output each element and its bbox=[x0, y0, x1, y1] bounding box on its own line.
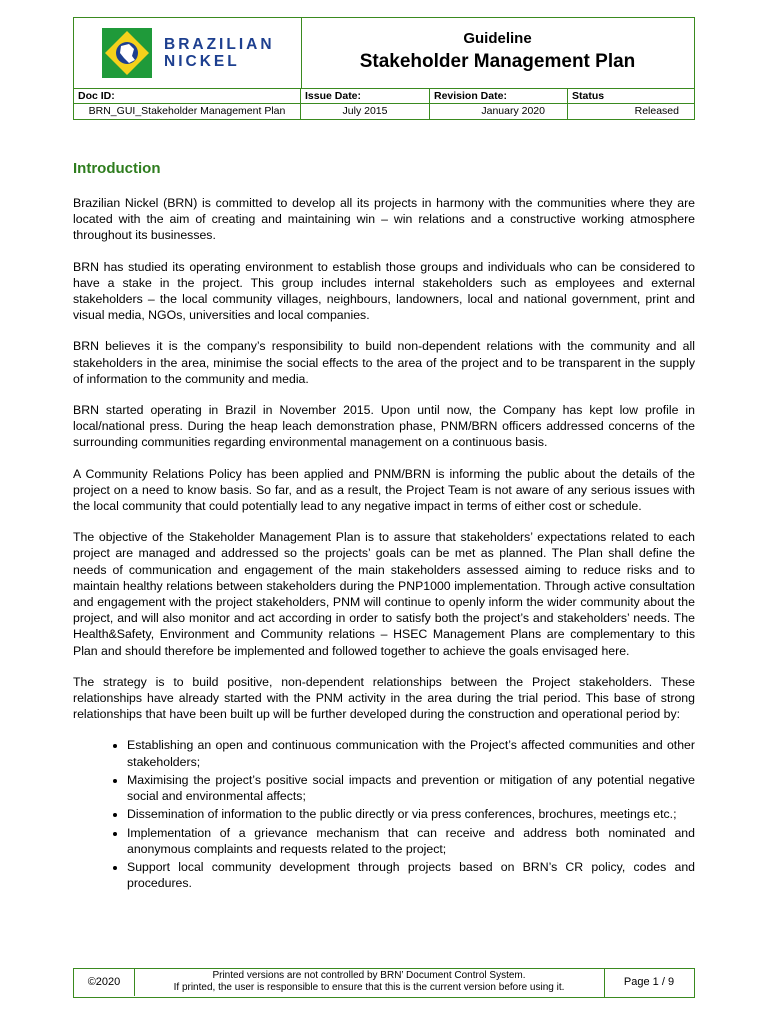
header-title-cell bbox=[301, 18, 694, 88]
brand-line-1: BRAZILIAN bbox=[164, 36, 275, 53]
issue-date-value: July 2015 bbox=[342, 105, 388, 117]
paragraph: A Community Relations Policy has been applied and PNM/BRN is informing the public about the details of the project on a need to know basis. So far, and as a result, the Project Team is not aware of any serious issues with the local community that could potentially lead to any negative impact in terms of either cost or schedule. bbox=[73, 466, 695, 514]
list-item: • Implementation of a grievance mechanism that can receive and address both nominated and anonymous complaints and requests related to the project; bbox=[127, 825, 695, 857]
section-heading: Introduction bbox=[73, 160, 161, 177]
brand-line-2: NICKEL bbox=[164, 53, 240, 70]
logo-cell bbox=[74, 18, 302, 88]
status-value: Released bbox=[634, 105, 679, 117]
issue-date-label: Issue Date: bbox=[305, 90, 362, 102]
list-item: • Maximising the project’s positive social impacts and prevention or mitigation of any potential negative social and environmental affects; bbox=[127, 772, 695, 804]
paragraph: BRN started operating in Brazil in November 2015. Upon until now, the Company has kept low profile in local/national press. During the heap leach demonstration phase, PNM/BRN officers addressed concerns of the surrounding communities regarding environmental management on a continuous basis. bbox=[73, 403, 695, 450]
list-item: • Establishing an open and continuous communication with the Project’s affected communities and other stakeholders; bbox=[127, 737, 695, 769]
notice-line-1: Printed versions are not controlled by BRN’ Document Control System. bbox=[212, 970, 526, 981]
doc-id-value: BRN_GUI_Stakeholder Management Plan bbox=[88, 105, 286, 117]
doc-id-cell bbox=[74, 88, 301, 119]
print-control-notice bbox=[134, 969, 605, 997]
revision-date-cell bbox=[430, 88, 568, 119]
bullet-list bbox=[73, 737, 695, 891]
header-top-row bbox=[74, 18, 694, 89]
doc-id-label: Doc ID: bbox=[78, 90, 115, 102]
status-cell bbox=[568, 88, 693, 119]
paragraph: Brazilian Nickel (BRN) is committed to develop all its projects in harmony with the communities where they are located with the aim of creating and maintaining win – win relations and a constructive working atmosphere throughout its businesses. bbox=[73, 196, 695, 243]
document-body bbox=[73, 160, 695, 893]
header-metadata-row bbox=[74, 88, 694, 119]
document-kind: Guideline bbox=[463, 30, 532, 47]
status-label: Status bbox=[572, 90, 605, 102]
issue-date-cell bbox=[301, 88, 430, 119]
revision-date-value: January 2020 bbox=[481, 105, 545, 117]
document-title: Stakeholder Management Plan bbox=[359, 51, 636, 72]
revision-date-label: Revision Date: bbox=[434, 90, 507, 102]
brazil-flag-logo-icon bbox=[102, 28, 152, 78]
paragraph: The strategy is to build positive, non-dependent relationships between the Project stakeholders. These relationships have already started with the PNM activity in the area during the trial period. This base of strong relationships that have been built up will be further developed during the construction and operational period by: bbox=[73, 674, 695, 722]
copyright: ©2020 bbox=[74, 969, 135, 996]
paragraph: The objective of the Stakeholder Management Plan is to assure that stakeholders’ expectations related to each project are managed and addressed so the projects’ goals can be met as planned. The Plan shall define the needs of communication and engagement of the main stakeholders assessed aiming to reduce risks and to maintain healthy relations between stakeholders during the PNP1000 implementation. Through active consultation and engagement with the project stakeholders, PNM will continue to openly inform the wider community about the project, and will also monitor and act according in order to satisfy both the project’s and stakeholders’ needs. The Health&Safety, Environment and Community relations – HSEC Management Plans are complementary to this Plan and should therefore be implemented and followed together to achieve the goals envisaged here. bbox=[73, 530, 695, 658]
paragraph: BRN believes it is the company’s responsibility to build non-dependent relations with the community and all stakeholders in the area, minimise the social effects to the area of the project and to be transparent in the supply of information to the community and media. bbox=[73, 339, 695, 386]
document-footer bbox=[73, 968, 695, 998]
brand-wordmark bbox=[164, 36, 275, 70]
document-header bbox=[73, 17, 695, 120]
paragraph: BRN has studied its operating environment to establish those groups and individuals who can be considered to have a stake in the project. This group includes internal stakeholders such as employees and external stakeholders – the local community villages, neighbours, landowners, local and national government, print and visual media, NGOs, universities and local companies. bbox=[73, 259, 695, 323]
list-item: • Dissemination of information to the public directly or via press conferences, brochures, meetings etc.; bbox=[127, 806, 695, 822]
page-number: Page 1 / 9 bbox=[623, 976, 675, 988]
notice-line-2: If printed, the user is responsible to ensure that this is the current version before using it. bbox=[173, 982, 565, 993]
list-item: • Support local community development through projects based on BRN’s CR policy, codes and procedures. bbox=[127, 859, 695, 891]
